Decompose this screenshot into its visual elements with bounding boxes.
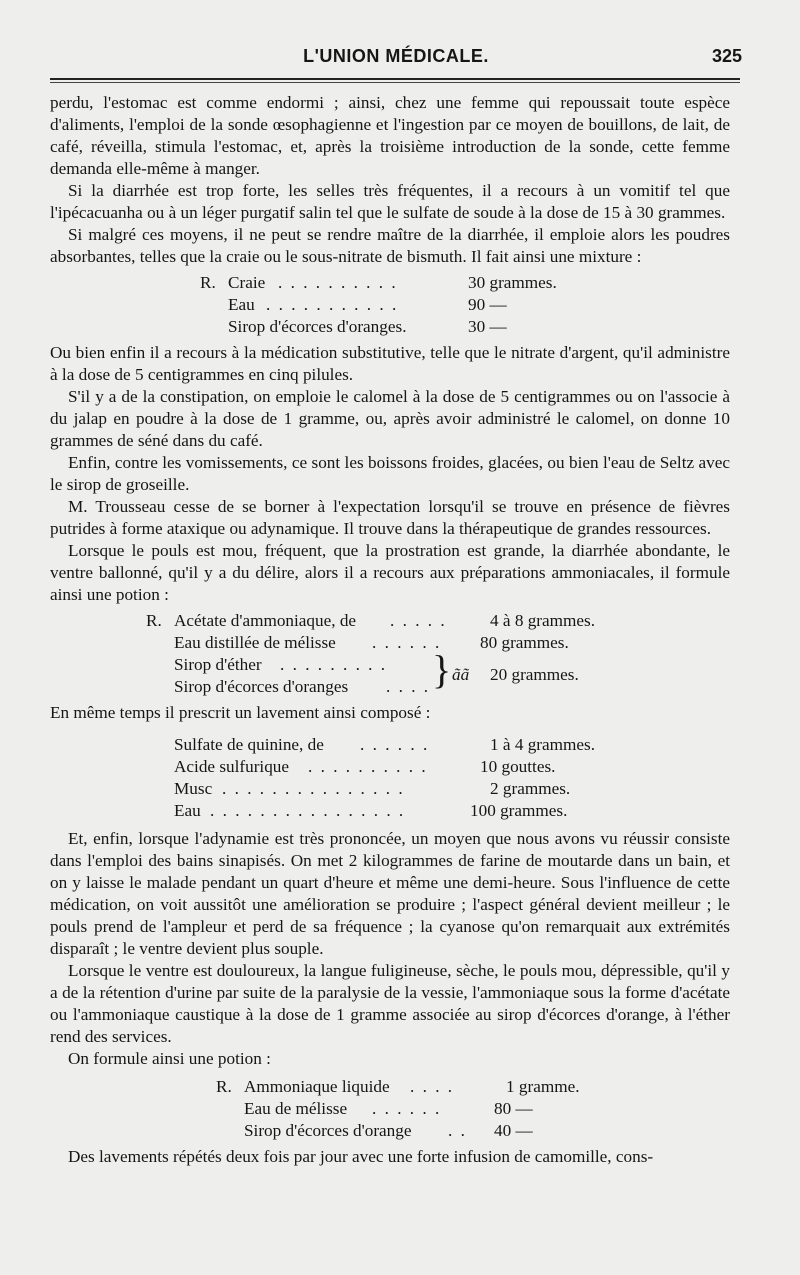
quantity: 40 — [494,1121,533,1140]
curly-brace: } [432,647,452,692]
recipe-mark: R. [200,273,216,292]
paragraph: Si la diarrhée est trop forte, les selles très fréquentes, il a recours à un vomitif tel que l'ipécacuanha ou à un léger purgatif salin tel que le sulfate de soude à la dose de 15 à 30 grammes. [50,181,730,222]
ingredient: Eau [228,295,255,314]
leader-dots: . . . . . . . . . . [308,757,428,776]
leader-dots: . . . . [386,677,431,696]
leader-dots: . . . . . . . . . [280,655,388,674]
formula-row [50,316,730,338]
ingredient: Ammoniaque liquide [244,1077,390,1096]
brace-group [432,647,652,698]
ingredient: Musc [174,779,213,798]
journal-title: L'UNION MÉDICALE. [303,46,489,66]
quantity: 20 grammes. [490,665,579,684]
formula-row [50,734,730,756]
leader-dots: . . . . . . . . . . . . . . . [222,779,405,798]
running-header [50,44,742,74]
quantity: 4 à 8 grammes. [490,611,596,630]
leader-dots: . . . . . . [372,1099,442,1118]
paragraph: Et, enfin, lorsque l'adynamie est très prononcée, un moyen que nous avons vu réussir consiste dans l'emploi des bains sinapisés. On met 2 kilogrammes de farine de moutarde dans un bain, et on y laisse le malade pendant un quart d'heure et même une demi-heure. Sous l'influence de cette médication, on voit aussitôt une amélioration se produire ; l'aspect général devient meilleur ; le pouls prend de l'ampleur et perd de sa fréquence ; la cyanose qu'on remarquait aux extrémités disparaît ; le ventre devient plus souple. [50,829,730,958]
formula-row [50,778,730,800]
paragraph: perdu, l'estomac est comme endormi ; ainsi, chez une femme qui repoussait toute espèce d'aliments, l'emploi de la sonde œsophagienne et l'ingestion par ce moyen de bouillons, de lait, de café, réveilla, stimula l'estomac, et, après la troisième introduction de la sonde, cette femme demanda elle-même à manger. [50,93,730,178]
recipe-mark: R. [216,1077,232,1096]
ingredient: Acétate d'ammoniaque, de [174,611,357,630]
quantity: 2 grammes. [490,779,571,798]
header-rule-thin [50,82,740,83]
prescription-enema [50,734,730,822]
leader-dots: . . [448,1121,467,1140]
formula-row [50,756,730,778]
paragraph: On formule ainsi une potion : [68,1049,271,1068]
paragraph: Des lavements répétés deux fois par jour avec une forte infusion de camomille, cons- [68,1147,654,1166]
formula-row [50,1098,730,1120]
ingredient: Acide sulfurique [174,757,290,776]
quantity: 80 grammes. [480,633,569,652]
prescription-potion-2 [50,1076,730,1142]
ingredient: Eau distillée de mélisse [174,633,336,652]
formula-row [50,610,730,632]
ana-abbreviation: ãã [452,665,470,684]
ingredient: Eau de mélisse [244,1099,348,1118]
quantity: 1 gramme. [506,1077,580,1096]
paragraph: Enfin, contre les vomissements, ce sont les boissons froides, glacées, ou bien l'eau de Seltz avec le sirop de groseille. [50,453,730,494]
quantity: 80 — [494,1099,533,1118]
paragraph: En même temps il prescrit un lavement ainsi composé : [50,703,431,722]
paragraph: Ou bien enfin il a recours à la médication substitutive, telle que le nitrate d'argent, qu'il administre à la dose de 5 centigrammes en cinq pilules. [50,343,730,384]
leader-dots: . . . . . . . . . . [278,273,398,292]
formula-row [50,272,730,294]
ingredient: Craie [228,273,266,292]
leader-dots: . . . . . . [372,633,442,652]
leader-dots: . . . . [410,1077,455,1096]
header-rule [50,78,740,80]
ingredient: Sirop d'écorces d'oranges [174,677,349,696]
recipe-mark: R. [146,611,162,630]
ingredient: Sirop d'écorces d'oranges. [228,317,407,336]
ingredient: Sirop d'éther [174,655,262,674]
leader-dots: . . . . . [390,611,447,630]
quantity: 100 grammes. [470,801,568,820]
ingredient: Sirop d'écorces d'orange [244,1121,412,1140]
leader-dots: . . . . . . . . . . . . . . . . [210,801,406,820]
paragraph: S'il y a de la constipation, on emploie le calomel à la dose de 5 centigrammes ou on l'associe à du jalap en poudre à la dose de 1 gramme, ou, après avoir administré le calomel, on donne 10 grammes de séné dans du café. [50,387,730,450]
paragraph: Si malgré ces moyens, il ne peut se rendre maître de la diarrhée, il emploie alors les poudres absorbantes, telles que la craie ou le sous-nitrate de bismuth. Il fait ainsi une mixture : [50,225,730,266]
formula-row [50,800,730,822]
quantity: 10 gouttes. [480,757,556,776]
prescription-potion [50,610,730,698]
quantity: 90 — [468,295,507,314]
formula-row [50,1120,730,1142]
formula-row [50,632,730,654]
formula-row [50,294,730,316]
quantity: 1 à 4 grammes. [490,735,596,754]
paragraph: Lorsque le pouls est mou, fréquent, que la prostration est grande, la diarrhée abondante, le ventre ballonné, qu'il y a du délire, alors il a recours aux préparations ammoniacales, il formule ainsi une potion : [50,541,730,604]
ingredient: Eau [174,801,201,820]
quantity: 30 — [468,317,507,336]
ingredient: Sulfate de quinine, de [174,735,324,754]
paragraph: Lorsque le ventre est douloureux, la langue fuligineuse, sèche, le pouls mou, dépressible, qu'il y a de la rétention d'urine par suite de la paralysie de la vessie, l'ammoniaque sous la forme d'acétate ou l'ammoniaque caustique à la dose de 1 gramme associée au sirop d'écorces d'orange, à l'éther rend des services. [50,961,730,1046]
leader-dots: . . . . . . [360,735,430,754]
text-body [50,92,730,1168]
paragraph: M. Trousseau cesse de se borner à l'expectation lorsqu'il se trouve en présence de fièvres putrides à forme ataxique ou adynamique. Il trouve dans la thérapeutique de grandes ressources. [50,497,730,538]
leader-dots: . . . . . . . . . . . [266,295,399,314]
page-number: 325 [711,46,742,66]
quantity: 30 grammes. [468,273,557,292]
formula-row [50,1076,730,1098]
prescription-mixture [50,272,730,338]
